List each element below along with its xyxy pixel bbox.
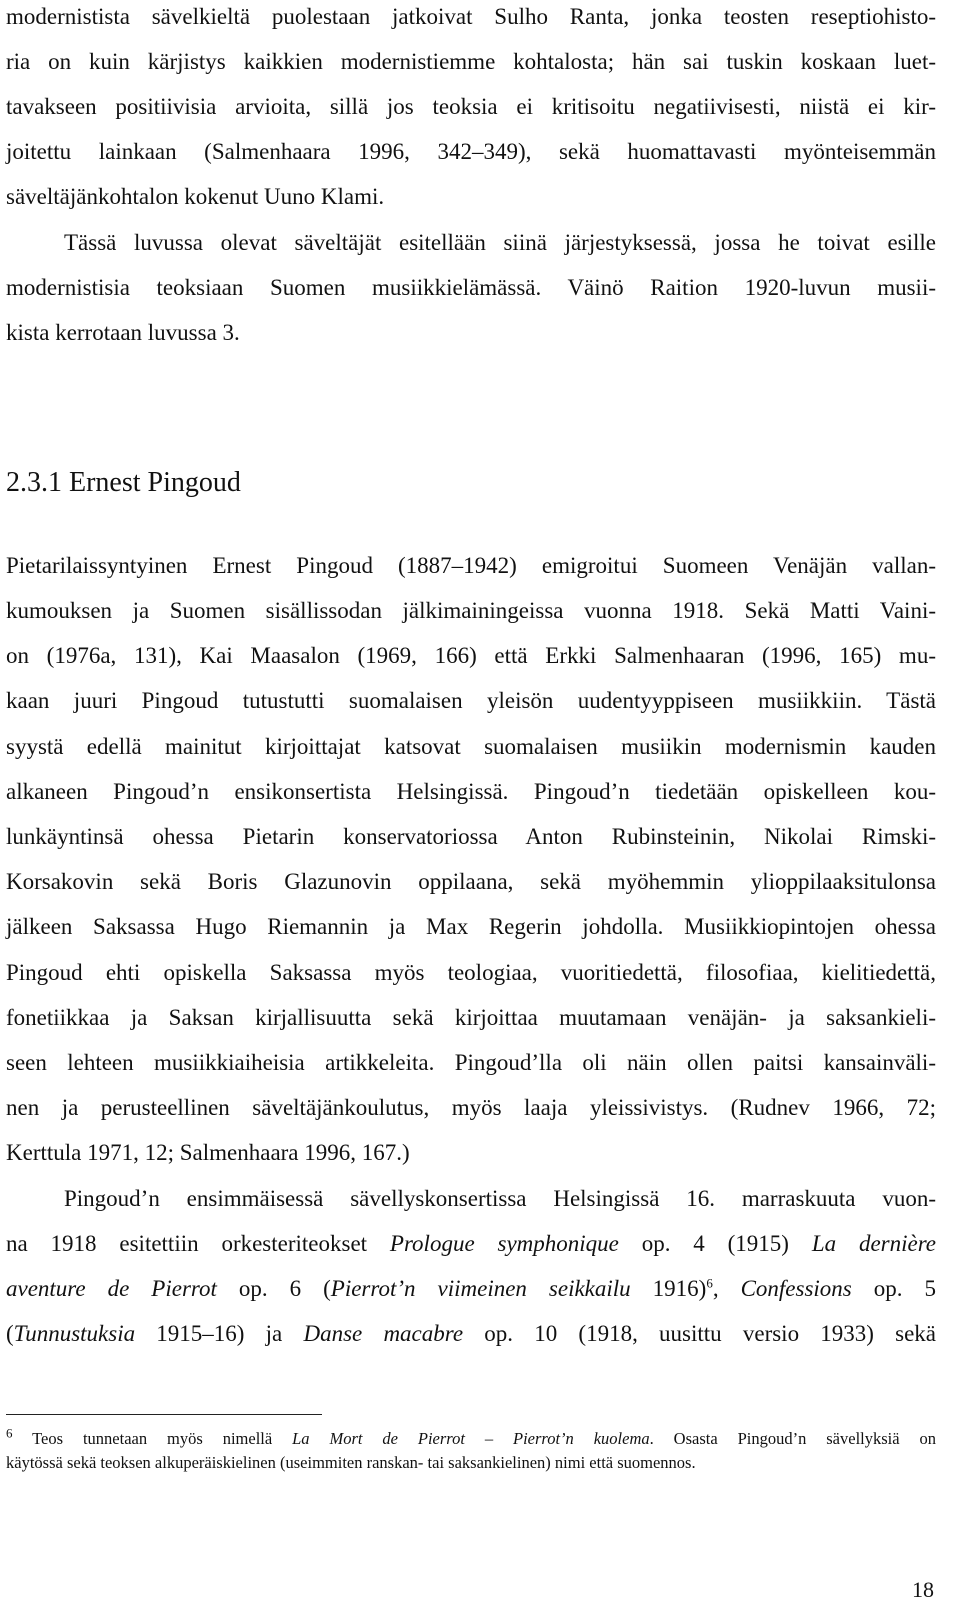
work-title: Pierrot’n viimeinen seikkailu	[330, 1276, 631, 1301]
paragraph-line: joitettu lainkaan (Salmenhaara 1996, 342–349), sekä huomattavasti myönteisemmän	[6, 139, 936, 164]
text-run: Teos tunnetaan myös nimellä	[12, 1429, 293, 1448]
paragraph-line: lunkäyntinsä ohessa Pietarin konservatoriossa Anton Rubinsteinin, Nikolai Rimski-	[6, 824, 936, 849]
paragraph-line: Tässä luvussa olevat säveltäjät esitellään siinä järjestyksessä, jossa he toivat esille	[64, 230, 936, 255]
text-run: ,	[712, 1276, 741, 1301]
text-run: 1916)	[630, 1276, 707, 1301]
paragraph-line: kista kerrotaan luvussa 3.	[6, 320, 240, 345]
work-title: Danse macabre	[303, 1321, 464, 1346]
paragraph-line: Pingoud ehti opiskella Saksassa myös teologiaa, vuoritiedettä, filosofiaa, kielitiedettä,	[6, 960, 936, 985]
work-title: Tunnustuksia	[13, 1321, 136, 1346]
paragraph-line: kaan juuri Pingoud tutustutti suomalaisen yleisön uudentyyppiseen musiikkiin. Tästä	[6, 688, 936, 713]
text-run: op. 10 (1918, uusittu versio 1933) sekä	[463, 1321, 937, 1346]
paragraph-line: kumouksen ja Suomen sisällissodan jälkimainingeissa vuonna 1918. Sekä Matti Vaini-	[6, 598, 936, 623]
text-run: . Osasta Pingoud’n sävellyksiä on	[649, 1429, 936, 1448]
paragraph-line: on (1976a, 131), Kai Maasalon (1969, 166) että Erkki Salmenhaaran (1996, 165) mu-	[6, 643, 936, 668]
work-title: La Mort de Pierrot – Pierrot’n kuolema	[292, 1429, 650, 1448]
paragraph-line: syystä edellä mainitut kirjoittajat katsovat suomalaisen musiikin modernismin kauden	[6, 734, 936, 759]
paragraph-line	[6, 1229, 936, 1259]
page-number: 18	[912, 1577, 934, 1602]
footnote-line: käytössä sekä teoksen alkuperäiskielinen (useimmiten ranskan- tai saksankielinen) nimi että suomennos.	[6, 1453, 696, 1472]
paragraph-line: fonetiikkaa ja Saksan kirjallisuutta sekä kirjoittaa muutamaan venäjän- ja saksankieli-	[6, 1005, 936, 1030]
text-run: op. 4 (1915)	[618, 1231, 812, 1256]
text-run: (	[6, 1321, 14, 1346]
work-title: aventure de Pierrot	[6, 1276, 217, 1301]
footnote-line	[6, 1425, 936, 1450]
footnote-separator	[6, 1414, 322, 1415]
paragraph-line: Korsakovin sekä Boris Glazunovin oppilaana, sekä myöhemmin ylioppilaaksitulonsa	[6, 869, 936, 894]
paragraph-line: modernistista sävelkieltä puolestaan jatkoivat Sulho Ranta, jonka teosten reseptiohisto-	[6, 4, 936, 29]
paragraph-line: Pingoud’n ensimmäisessä sävellyskonsertissa Helsingissä 16. marraskuuta vuon-	[64, 1186, 936, 1211]
text-run: 1915–16) ja	[135, 1321, 304, 1346]
paragraph-line	[6, 1319, 936, 1349]
paragraph-line: modernistisia teoksiaan Suomen musiikkielämässä. Väinö Raition 1920-luvun musii-	[6, 275, 936, 300]
work-title: Prologue symphonique	[389, 1231, 619, 1256]
work-title: La dernière	[811, 1231, 937, 1256]
paragraph-line: ria on kuin kärjistys kaikkien modernistiemme kohtalosta; hän sai tuskin koskaan luet-	[6, 49, 936, 74]
footnote-ref: 6	[706, 1275, 713, 1291]
paragraph-line: säveltäjänkohtalon kokenut Uuno Klami.	[6, 184, 385, 209]
paragraph-line: jälkeen Saksassa Hugo Riemannin ja Max Regerin johdolla. Musiikkiopintojen ohessa	[6, 914, 936, 939]
section-heading: 2.3.1 Ernest Pingoud	[6, 467, 241, 498]
paragraph-line: tavakseen positiivisia arvioita, sillä jos teoksia ei kritisoitu negatiivisesti, niistä ei kir-	[6, 94, 936, 119]
text-run: na 1918 esitettiin orkesteriteokset	[6, 1231, 390, 1256]
paragraph-line: alkaneen Pingoud’n ensikonsertista Helsingissä. Pingoud’n tiedetään opiskelleen kou-	[6, 779, 936, 804]
work-title: Confessions	[740, 1276, 852, 1301]
paragraph-line	[6, 1274, 936, 1304]
paragraph-line: Kerttula 1971, 12; Salmenhaara 1996, 167.)	[6, 1140, 410, 1165]
text-run: op. 5	[851, 1276, 936, 1301]
text-run: op. 6 (	[216, 1276, 331, 1301]
paragraph-line: Pietarilaissyntyinen Ernest Pingoud (1887–1942) emigroitui Suomeen Venäjän vallan-	[6, 553, 936, 578]
footnote-marker: 6	[6, 1425, 13, 1441]
paragraph-line: seen lehteen musiikkiaiheisia artikkeleita. Pingoud’lla oli näin ollen paitsi kansainväli-	[6, 1050, 936, 1075]
paragraph-line: nen ja perusteellinen säveltäjänkoulutus, myös laaja yleissivistys. (Rudnev 1966, 72;	[6, 1095, 936, 1120]
